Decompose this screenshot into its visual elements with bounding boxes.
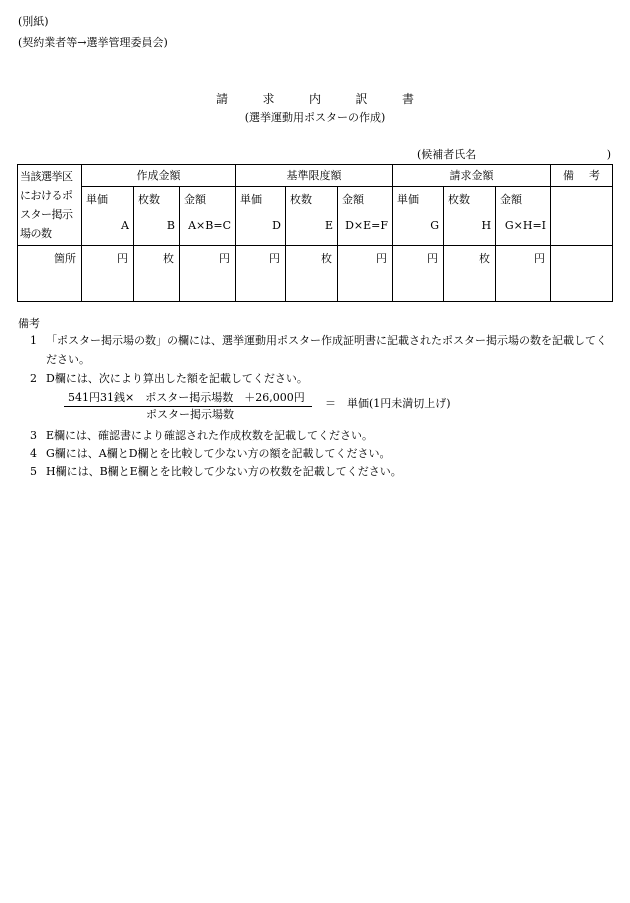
col-name: 枚数	[448, 193, 471, 206]
note-text: G欄には、A欄とD欄とを比較して少ない方の額を記載してください。	[46, 447, 391, 460]
area-count-header: 当該選挙区におけるポスター掲示場の数	[18, 165, 82, 246]
col-code: B	[166, 219, 175, 232]
group-header-production: 作成金額	[82, 165, 236, 187]
note-text: 「ポスター掲示場の数」の欄には、選挙運動用ポスター作成証明書に記載されたポスター掲示場の数を記載してください。	[46, 334, 607, 366]
col-header-e	[286, 187, 338, 246]
col-header-b	[134, 187, 180, 246]
col-name: 枚数	[290, 193, 312, 206]
col-header-a	[82, 187, 134, 246]
value-cell-f	[338, 246, 393, 302]
notes-title: 備考	[18, 317, 40, 330]
value-cell-e	[286, 246, 338, 302]
remarks-blank-cell	[551, 187, 613, 246]
remarks-cell	[551, 246, 613, 302]
remarks-header-char: 考	[589, 169, 601, 182]
col-name: 単価	[397, 193, 420, 206]
col-name: 金額	[184, 193, 206, 206]
value-cell-h	[444, 246, 496, 302]
value-cell-b	[134, 246, 180, 302]
document-title	[216, 93, 414, 105]
value-cell-a	[82, 246, 134, 302]
col-header-d	[236, 187, 286, 246]
attachment-tag: (別紙)	[18, 15, 49, 28]
unit-label: 円	[427, 252, 439, 265]
note-number: 5	[30, 465, 37, 478]
group-header-limit: 基準限度額	[236, 165, 393, 187]
title-char: 請	[216, 92, 229, 106]
title-char: 内	[308, 92, 321, 106]
title-char: 書	[401, 92, 414, 106]
note-text: D欄には、次により算出した額を記載してください。	[46, 372, 308, 385]
unit-label: 円	[269, 252, 280, 265]
unit-label: 枚	[163, 252, 174, 265]
value-cell-d	[236, 246, 286, 302]
unit-label: 枚	[479, 252, 491, 265]
formula-result: ＝ 単価(1円未満切上げ)	[325, 397, 451, 410]
col-name: 金額	[342, 193, 364, 206]
unit-label: 円	[117, 252, 128, 265]
value-cell-i	[496, 246, 551, 302]
col-header-h	[444, 187, 496, 246]
col-code: H	[481, 219, 492, 232]
formula-numerator: 541円31銭× ポスター掲示場数 ＋26,000円	[68, 391, 305, 404]
area-count-cell	[18, 246, 82, 302]
note-number: 3	[30, 429, 37, 442]
unit-label: 円	[219, 252, 230, 265]
col-header-f	[338, 187, 393, 246]
title-char: 求	[262, 92, 275, 106]
fraction-bar	[64, 406, 312, 407]
claim-breakdown-table	[17, 164, 613, 302]
col-header-c	[180, 187, 236, 246]
col-code: E	[324, 219, 333, 232]
candidate-label: (候補者氏名	[417, 148, 477, 161]
col-code: G×H=I	[504, 219, 547, 232]
col-code: A	[121, 219, 129, 232]
col-name: 金額	[500, 193, 523, 206]
formula-denominator: ポスター掲示場数	[146, 408, 234, 421]
col-code: A×B=C	[188, 219, 231, 232]
col-name: 枚数	[138, 193, 160, 206]
col-header-g	[393, 187, 444, 246]
unit-label: 箇所	[54, 252, 76, 265]
value-cell-c	[180, 246, 236, 302]
col-code: D×E=F	[345, 219, 389, 232]
document-subtitle: (選挙運動用ポスターの作成)	[244, 111, 386, 124]
col-code: D	[272, 219, 281, 232]
col-header-i	[496, 187, 551, 246]
remarks-header-char: 備	[563, 169, 575, 182]
col-code: G	[430, 219, 440, 232]
note-text: E欄には、確認書により確認された作成枚数を記載してください。	[46, 429, 374, 442]
title-char: 訳	[355, 92, 368, 106]
col-name: 単価	[86, 193, 108, 206]
value-cell-g	[393, 246, 444, 302]
group-header-claim: 請求金額	[393, 165, 551, 187]
remarks-header	[551, 165, 613, 187]
note-number: 1	[30, 334, 37, 347]
unit-label: 円	[534, 252, 546, 265]
candidate-close-paren: )	[606, 148, 611, 161]
note-number: 4	[30, 447, 37, 460]
unit-label: 円	[376, 252, 388, 265]
unit-label: 枚	[321, 252, 332, 265]
note-text: H欄には、B欄とE欄とを比較して少ない方の枚数を記載してください。	[46, 465, 402, 478]
routing-tag: (契約業者等→選挙管理委員会)	[18, 36, 168, 49]
note-number: 2	[30, 372, 37, 385]
col-name: 単価	[240, 193, 262, 206]
candidate-name-field	[417, 149, 611, 160]
